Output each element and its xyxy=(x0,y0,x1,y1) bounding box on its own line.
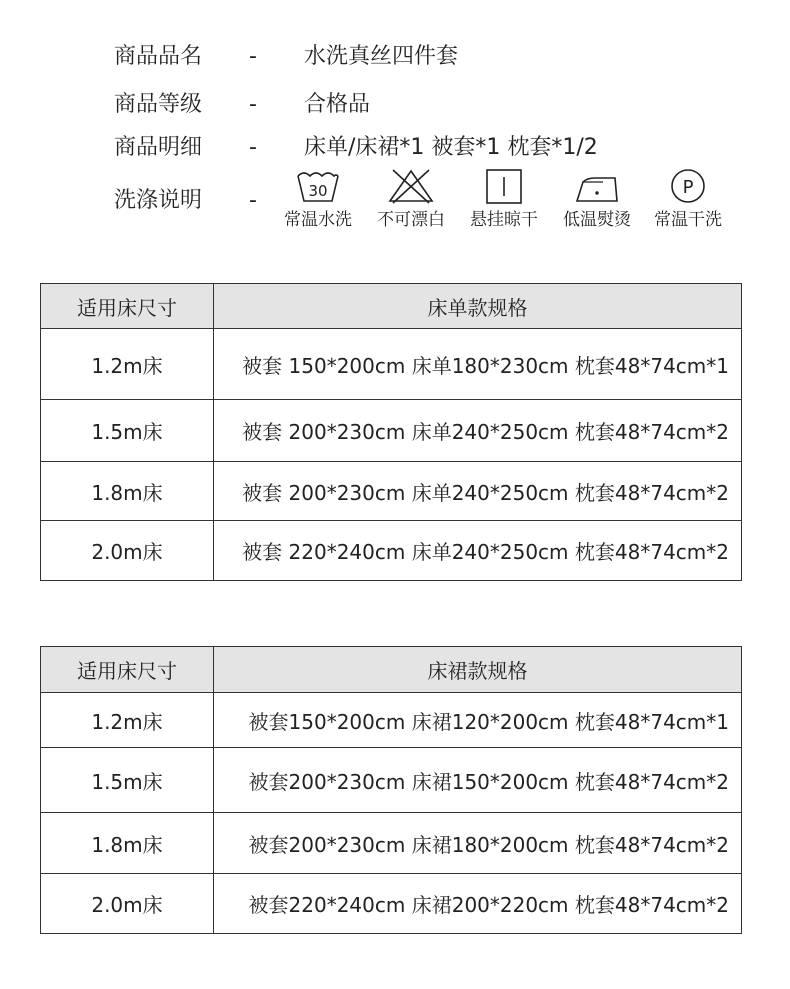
info-dash: - xyxy=(249,44,257,69)
spec-cell: 被套200*230cm 床裙150*200cm 枕套48*74cm*2 xyxy=(214,748,742,813)
care-label: 常温干洗 xyxy=(654,210,722,230)
care-item-wash xyxy=(273,168,363,231)
table-row xyxy=(41,400,742,462)
table-header-row xyxy=(41,284,742,329)
care-label: 低温熨烫 xyxy=(563,210,631,230)
info-value: 床单/床裙*1 被套*1 枕套*1/2 xyxy=(304,135,598,160)
table-row xyxy=(41,874,742,934)
bed-size-cell: 1.8m床 xyxy=(41,813,214,874)
bed-size-cell: 1.2m床 xyxy=(41,329,214,400)
header-bed-size: 适用床尺寸 xyxy=(41,284,214,329)
care-label: 常温水洗 xyxy=(284,210,352,230)
info-label: 商品品名 xyxy=(114,44,203,69)
sheet-spec-table xyxy=(40,283,742,581)
care-item-dry-clean xyxy=(643,168,733,231)
info-dash: - xyxy=(249,135,257,160)
spec-cell: 被套 200*230cm 床单240*250cm 枕套48*74cm*2 xyxy=(214,462,742,521)
care-icons xyxy=(0,168,790,238)
table-header-row xyxy=(41,647,742,693)
bed-size-cell: 2.0m床 xyxy=(41,874,214,934)
info-label: 商品等级 xyxy=(114,92,203,117)
header-spec: 床裙款规格 xyxy=(214,647,742,693)
header-spec: 床单款规格 xyxy=(214,284,742,329)
info-value: 合格品 xyxy=(304,92,371,117)
spec-cell: 被套 150*200cm 床单180*230cm 枕套48*74cm*1 xyxy=(214,329,742,400)
dry-clean-p-icon xyxy=(664,168,712,204)
no-bleach-icon xyxy=(387,168,435,204)
info-dash: - xyxy=(249,92,257,117)
wash-temp-number: 30 xyxy=(308,182,328,200)
spec-cell: 被套 220*240cm 床单240*250cm 枕套48*74cm*2 xyxy=(214,521,742,581)
info-label: 商品明细 xyxy=(114,135,203,160)
table-row xyxy=(41,748,742,813)
low-iron-icon xyxy=(573,168,621,204)
spec-cell: 被套200*230cm 床裙180*200cm 枕套48*74cm*2 xyxy=(214,813,742,874)
spec-cell: 被套150*200cm 床裙120*200cm 枕套48*74cm*1 xyxy=(214,693,742,748)
info-value: 水洗真丝四件套 xyxy=(304,44,459,69)
care-item-hang-dry xyxy=(459,168,549,231)
table-row xyxy=(41,462,742,521)
dry-clean-letter: P xyxy=(682,177,694,198)
spec-cell: 被套 200*230cm 床单240*250cm 枕套48*74cm*2 xyxy=(214,400,742,462)
care-item-no-bleach xyxy=(366,168,456,231)
hang-dry-icon xyxy=(480,168,528,204)
wash-30-icon xyxy=(294,168,342,204)
info-label: 洗涤说明 xyxy=(114,188,203,213)
care-label: 悬挂晾干 xyxy=(470,210,538,230)
bed-size-cell: 1.5m床 xyxy=(41,748,214,813)
header-bed-size: 适用床尺寸 xyxy=(41,647,214,693)
spec-cell: 被套220*240cm 床裙200*220cm 枕套48*74cm*2 xyxy=(214,874,742,934)
table-row xyxy=(41,521,742,581)
care-label: 不可漂白 xyxy=(377,210,445,230)
table-row xyxy=(41,693,742,748)
table-row xyxy=(41,329,742,400)
bed-size-cell: 1.8m床 xyxy=(41,462,214,521)
care-item-low-iron xyxy=(552,168,642,231)
info-dash: - xyxy=(249,188,257,213)
bed-size-cell: 1.5m床 xyxy=(41,400,214,462)
table-row xyxy=(41,813,742,874)
skirt-spec-table xyxy=(40,646,742,934)
bed-size-cell: 2.0m床 xyxy=(41,521,214,581)
bed-size-cell: 1.2m床 xyxy=(41,693,214,748)
